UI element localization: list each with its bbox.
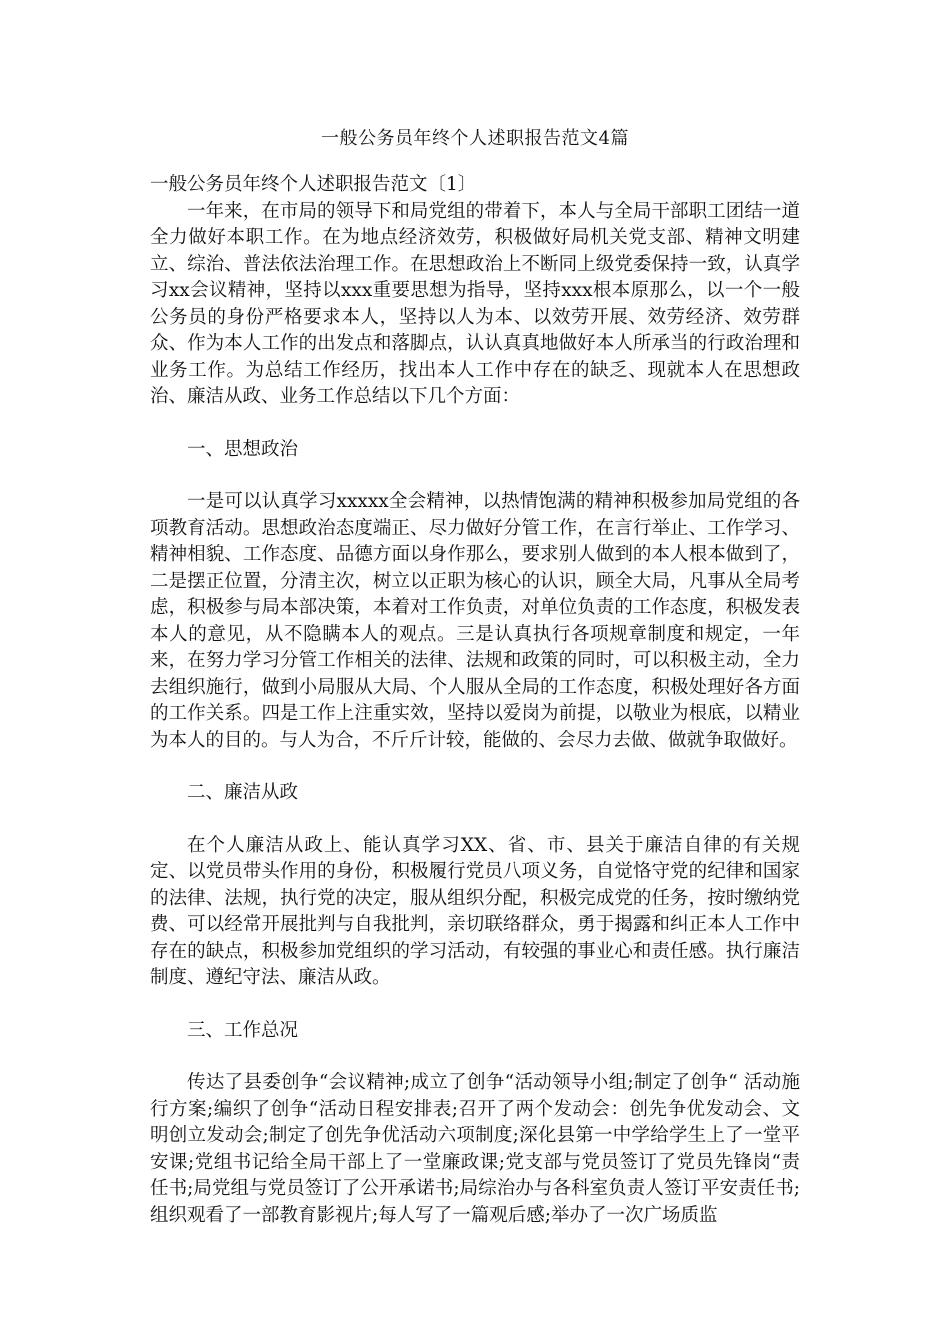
- section-heading-integrity: 二、廉洁从政: [187, 782, 299, 803]
- document-body: [150, 172, 800, 1229]
- section-paragraph-politics: 一是可以认真学习xxxxx全会精神，以热情饱满的精神积极参加局党组的各项教育活动。思想政治态度端正、尽力做好分管工作，在言行举止、工作学习、精神相貌、工作态度、品德方面以身作那么，要求别人做到的本人根本做到了，二是摆正位置，分清主次，树立以正职为核心的认识，顾全大局，凡事从全局考虑，积极参与局本部决策，本着对工作负责，对单位负责的工作态度，积极发表本人的意见，从不隐瞒本人的观点。三是认真执行各项规章制度和规定，一年来，在努力学习分管工作相关的法律、法规和政策的同时，可以积极主动，全力去组织施行，做到小局服从大局、个人服从全局的工作态度，积极处理好各方面的工作关系。四是工作上注重实效，坚持以爱岗为前提，以敬业为根底，以精业为本人的目的。与人为合，不斤斤计较，能做的、会尽力去做、做就争取做好。: [150, 491, 800, 751]
- report-subtitle: 一般公务员年终个人述职报告范文〔1〕: [150, 174, 477, 195]
- section-heading-politics: 一、思想政治: [187, 438, 299, 460]
- section-heading-work-overview: 三、工作总况: [187, 1019, 299, 1041]
- section-paragraph-work-overview: 传达了县委创争“会议精神;成立了创争“活动领导小组;制定了创争“ 活动施行方案;编织了创争“活动日程安排表;召开了两个发动会：创先争优发动会、文明创立发动会;制定了创先争优活动六项制度;深化县第一中学给学生上了一堂平安课;党组书记给全局干部上了一堂廉政课;党支部与党员签订了党员先锋岗“责任书;局党组与党员签订了公开承诺书;局综治办与各科室负责人签订平安责任书;组织观看了一部教育影视片;每人写了一篇观后感;举办了一次广场质监: [150, 1072, 800, 1226]
- intro-paragraph: 一年来，在市局的领导下和局党组的带着下，本人与全局干部职工团结一道全力做好本职工作。在为地点经济效劳，积极做好局机关党支部、精神文明建立、综治、普法依法治理工作。在思想政治上不断同上级党委保持一致，认真学习xx会议精神，坚持以xxx重要思想为指导，坚持xxx根本原那么，以一个一般公务员的身份严格要求本人，坚持以人为本、以效劳开展、效劳经济、效劳群众、作为本人工作的出发点和落脚点，认认真真地做好本人所承当的行政治理和业务工作。为总结工作经历，找出本人工作中存在的缺乏、现就本人在思想政治、廉洁从政、业务工作总结以下几个方面：: [150, 200, 800, 407]
- document-title: 一般公务员年终个人述职报告范文4篇: [321, 128, 629, 149]
- section-paragraph-integrity: 在个人廉洁从政上、能认真学习XX、省、市、县关于廉洁自律的有关规定、以党员带头作用的身份，积极履行党员八项义务，自觉恪守党的纪律和国家的法律、法规，执行党的决定，服从组织分配，积极完成党的任务，按时缴纳党费、可以经常开展批判与自我批判，亲切联络群众，勇于揭露和纠正本人工作中存在的缺点，积极参加党组织的学习活动，有较强的事业心和责任感。执行廉洁制度、遵纪守法、廉洁从政。: [150, 834, 800, 988]
